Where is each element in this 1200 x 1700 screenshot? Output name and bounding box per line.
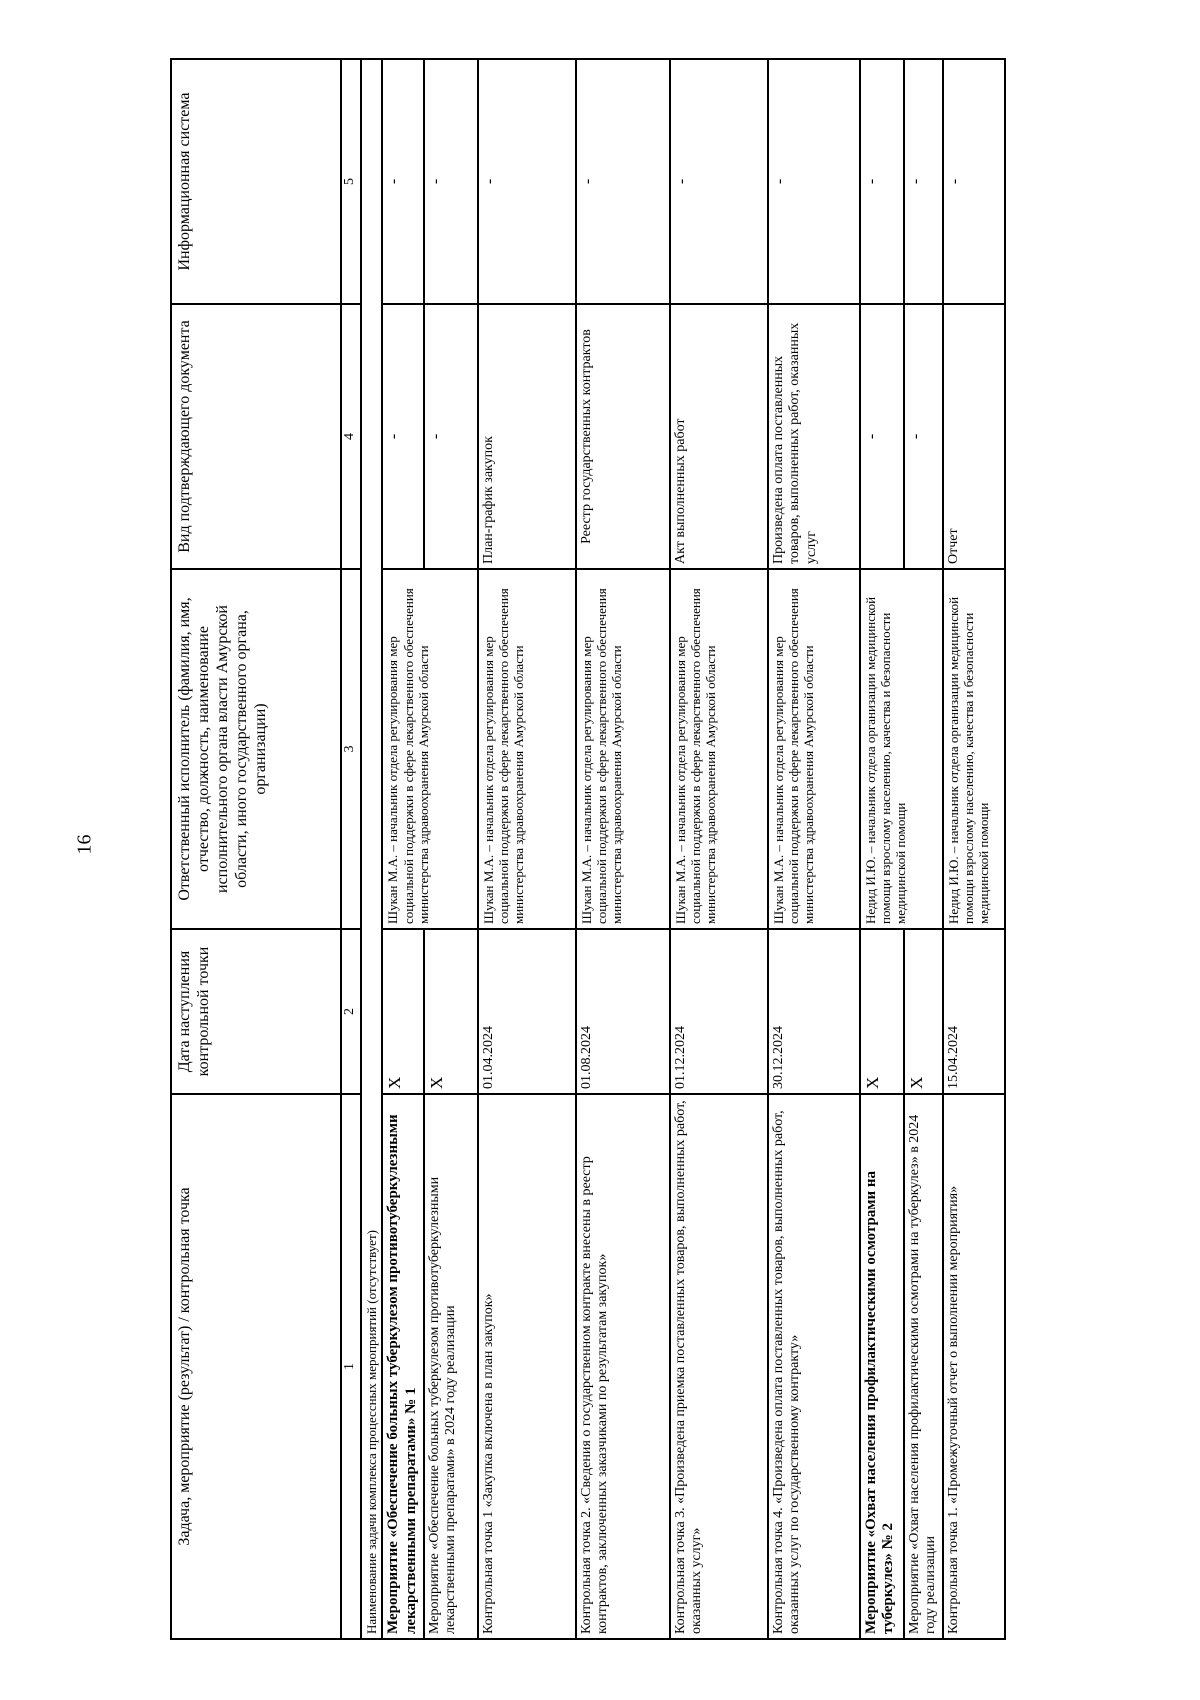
document-type: Произведена оплата поставленных товаров, выполненных работ, оказанных услуг: [768, 304, 860, 569]
information-system: -: [768, 59, 860, 304]
activity-name: Мероприятие «Обеспечение больных туберкулезом противотуберкулезными лекарственными препаратами» № 1: [382, 1094, 423, 1639]
table-row: [943, 59, 1005, 1639]
responsible-person: Недид И.Ю. – начальник отдела организации медицинской помощи взрослому населению, качества и безопасности медицинской помощи: [860, 569, 943, 929]
control-date: 01.04.2024: [478, 929, 576, 1094]
document-type: -: [424, 304, 478, 569]
task-name: Наименование задачи комплекса процессных мероприятий (отсутствует): [361, 59, 382, 1639]
table-row: [670, 59, 768, 1639]
responsible-person: Шукан М.А. – начальник отдела регулирования мер социальной поддержки в сфере лекарственного обеспечения министерства здравоохранения Амурской области: [382, 569, 477, 929]
header-task: Задача, мероприятие (результат) / контрольная точка: [171, 1094, 341, 1639]
information-system: -: [670, 59, 768, 304]
document-type: -: [382, 304, 423, 569]
task-row: [361, 59, 382, 1639]
control-point-name: Контрольная точка 1 «Закупка включена в план закупок»: [478, 1094, 576, 1639]
column-number: 3: [341, 569, 361, 929]
responsible-person: Шукан М.А. – начальник отдела регулирования мер социальной поддержки в сфере лекарственного обеспечения министерства здравоохранения Амурской области: [478, 569, 576, 929]
document-type: -: [860, 304, 904, 569]
information-system: -: [943, 59, 1005, 304]
column-number: 1: [341, 1094, 361, 1639]
column-number: 4: [341, 304, 361, 569]
page-number: 16: [73, 834, 96, 855]
control-point-name: Контрольная точка 2. «Сведения о государственном контракте внесены в реестр контрактов, заключенных заказчиками по результатам закупок»: [576, 1094, 670, 1639]
control-date: X: [860, 929, 904, 1094]
table-row: [768, 59, 860, 1639]
document-type: Реестр государственных контрактов: [576, 304, 670, 569]
control-date: 15.04.2024: [943, 929, 1005, 1094]
header-document: Вид подтверждающего документа: [171, 304, 341, 569]
responsible-person: Шукан М.А. – начальник отдела регулирования мер социальной поддержки в сфере лекарственного обеспечения министерства здравоохранения Амурской области: [768, 569, 860, 929]
activity-name: Мероприятие «Охват населения профилактическими осмотрами на туберкулез» в 2024 году реализации: [904, 1094, 943, 1639]
control-point-name: Контрольная точка 4. «Произведена оплата поставленных товаров, выполненных работ, оказанных услуг по государственному контракту»: [768, 1094, 860, 1639]
document-type: Акт выполненных работ: [670, 304, 768, 569]
header-row: [171, 59, 341, 1639]
header-responsible: Ответственный исполнитель (фамилия, имя, отчество, должность, наименование исполнительного органа власти Амурской области, иного государственного органа, организации): [171, 569, 341, 929]
information-system: -: [904, 59, 943, 304]
table-row: [860, 59, 904, 1639]
control-point-name: Контрольная точка 3. «Произведена приемка поставленных товаров, выполненных работ, оказанных услуг»: [670, 1094, 768, 1639]
control-date: 30.12.2024: [768, 929, 860, 1094]
control-date: X: [382, 929, 423, 1094]
column-number: 2: [341, 929, 361, 1094]
information-system: -: [860, 59, 904, 304]
header-date: Дата наступления контрольной точки: [171, 929, 341, 1094]
responsible-person: Недид И.Ю. – начальник отдела организации медицинской помощи взрослому населению, качества и безопасности медицинской помощи: [943, 569, 1005, 929]
document-type: -: [904, 304, 943, 569]
information-system: -: [478, 59, 576, 304]
table-row: [576, 59, 670, 1639]
activity-name: Мероприятие «Охват населения профилактическими осмотрами на туберкулез» № 2: [860, 1094, 904, 1639]
table-row: [382, 59, 423, 1639]
control-points-table: [170, 58, 1006, 1640]
header-system: Информационная система: [171, 59, 341, 304]
information-system: -: [576, 59, 670, 304]
control-date: 01.12.2024: [670, 929, 768, 1094]
control-date: 01.08.2024: [576, 929, 670, 1094]
responsible-person: Шукан М.А. – начальник отдела регулирования мер социальной поддержки в сфере лекарственного обеспечения министерства здравоохранения Амурской области: [670, 569, 768, 929]
rotated-table-container: [170, 60, 1180, 1640]
column-number-row: [341, 59, 361, 1639]
document-type: План-график закупок: [478, 304, 576, 569]
table-row: [478, 59, 576, 1639]
information-system: -: [382, 59, 423, 304]
information-system: -: [424, 59, 478, 304]
column-number: 5: [341, 59, 361, 304]
control-date: X: [424, 929, 478, 1094]
activity-name: Мероприятие «Обеспечение больных туберкулезом противотуберкулезными лекарственными препаратами» в 2024 году реализации: [424, 1094, 478, 1639]
responsible-person: Шукан М.А. – начальник отдела регулирования мер социальной поддержки в сфере лекарственного обеспечения министерства здравоохранения Амурской области: [576, 569, 670, 929]
control-point-name: Контрольная точка 1. «Промежуточный отчет о выполнении мероприятия»: [943, 1094, 1005, 1639]
control-date: X: [904, 929, 943, 1094]
document-type: Отчет: [943, 304, 1005, 569]
